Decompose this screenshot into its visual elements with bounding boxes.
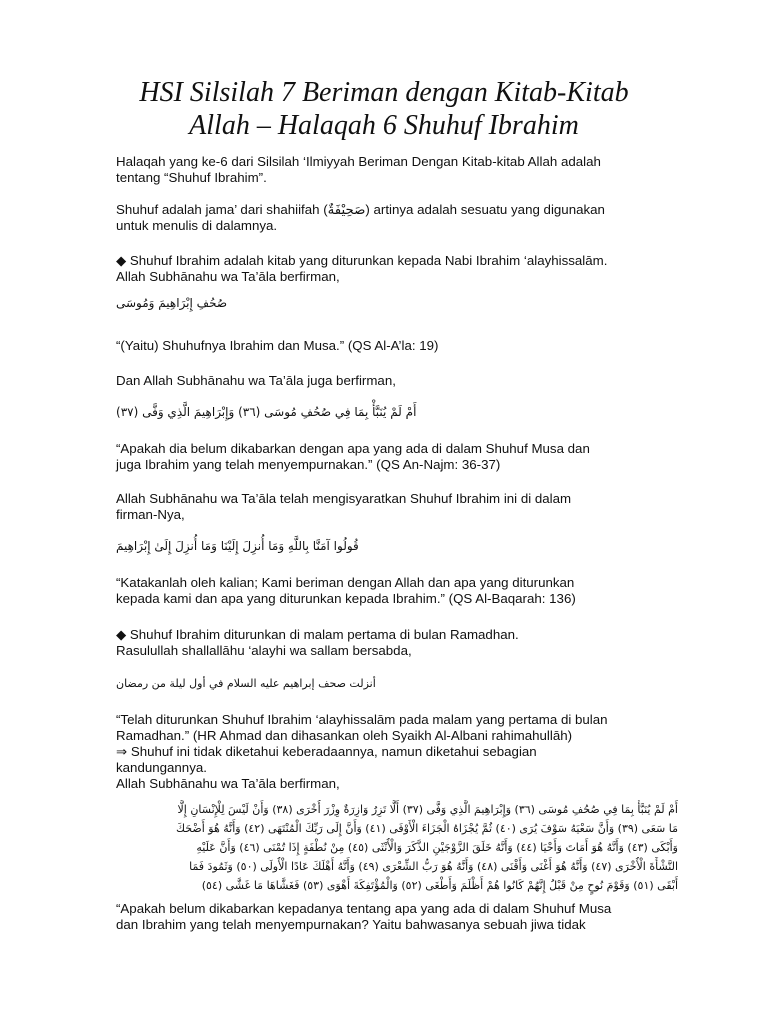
text-line: Allah Subhānahu wa Ta’āla berfirman, <box>116 269 340 284</box>
bullet-paragraph-1 <box>116 253 676 285</box>
arabic-verse-1: صُحُفِ إِبْرَاهِيمَ وَمُوسَى <box>116 296 228 310</box>
text-line: firman-Nya, <box>116 507 185 522</box>
intro-paragraph-3 <box>116 491 676 523</box>
arabic-verse-3: قُولُوا آمَنَّا بِاللَّهِ وَمَا أُنزِلَ إِلَيْنَا وَمَا أُنزِلَ إِلَىٰ إِبْرَاهِيمَ <box>116 539 359 553</box>
text-line: Rasulullah shallallāhu ‘alayhi wa sallam bersabda, <box>116 643 412 658</box>
text-line: ◆ Shuhuf Ibrahim diturunkan di malam pertama di bulan Ramadhan. <box>116 627 519 642</box>
bullet-paragraph-2 <box>116 627 676 659</box>
text-line: Halaqah yang ke-6 dari Silsilah ‘Ilmiyyah Beriman Dengan Kitab-kitab Allah adalah <box>116 154 601 169</box>
text-line: kepada kami dan apa yang diturunkan kepada Ibrahim.” (QS Al-Baqarah: 136) <box>116 591 576 606</box>
hadith-translation <box>116 712 676 792</box>
title-line-1: HSI Silsilah 7 Beriman dengan Kitab-Kitab <box>139 77 629 108</box>
text-line: “Apakah belum dikabarkan kepadanya tentang apa yang ada di dalam Shuhuf Musa <box>116 901 612 916</box>
translation-paragraph-2 <box>116 441 676 473</box>
document-title <box>60 76 708 142</box>
intro-line-2 <box>116 373 676 389</box>
text-line: tentang “Shuhuf Ibrahim”. <box>116 170 267 185</box>
arabic-line: النَّشْأَةَ الْأُخْرَى (٤٧) وَأَنَّهُ هُوَ أَغْنَى وَأَقْنَى (٤٨) وَأَنَّهُ هُوَ رَبُّ الشِّعْرَى (٤٩) وَأَنَّهُ أَهْلَكَ عَادًا الْأُولَى (٥٠) وَثَمُودَ فَمَا <box>189 860 678 873</box>
text-line: “(Yaitu) Shuhufnya Ibrahim dan Musa.” (QS Al-A’la: 19) <box>116 338 439 353</box>
text-line: Allah Subhānahu wa Ta’āla berfirman, <box>116 776 340 791</box>
text-line: “Katakanlah oleh kalian; Kami beriman dengan Allah dan apa yang diturunkan <box>116 575 575 590</box>
definition-paragraph <box>116 202 676 234</box>
text-line: “Telah diturunkan Shuhuf Ibrahim ‘alayhissalām pada malam yang pertama di bulan <box>116 712 608 727</box>
title-line-2: Allah – Halaqah 6 Shuhuf Ibrahim <box>189 110 579 141</box>
text-line: dan Ibrahim yang telah menyempurnakan? Yaitu bahwasanya sebuah jiwa tidak <box>116 917 586 932</box>
arabic-line: أَمْ لَمْ يُنَبَّأْ بِمَا فِي صُحُفِ مُوسَى (٣٦) وَإِبْرَاهِيمَ الَّذِي وَفَّى (٣٧) أَلَّا تَزِرُ وَازِرَةٌ وِزْرَ أُخْرَى (٣٨) وَأَنْ لَيْسَ لِلْإِنْسَانِ إِلَّا <box>177 803 678 816</box>
translation-paragraph-4 <box>116 901 676 933</box>
text-line: “Apakah dia belum dikabarkan dengan apa yang ada di dalam Shuhuf Musa dan <box>116 441 590 456</box>
text-line: Dan Allah Subhānahu wa Ta’āla juga berfirman, <box>116 373 396 388</box>
arabic-line: وَأَبْكَى (٤٣) وَأَنَّهُ هُوَ أَمَاتَ وَأَحْيَا (٤٤) وَأَنَّهُ خَلَقَ الزَّوْجَيْنِ الذَّكَرَ وَالْأُنْثَى (٤٥) مِنْ نُطْفَةٍ إِذَا تُمْنَى (٤٦) وَأَنَّ عَلَيْهِ <box>196 841 678 854</box>
arabic-hadith: أنزلت صحف إبراهيم عليه السلام في أول ليلة من رمضان <box>116 677 376 690</box>
translation-paragraph-1 <box>116 338 676 354</box>
text-line: juga Ibrahim yang telah menyempurnakan.” (QS An-Najm: 36-37) <box>116 457 501 472</box>
text-line: Allah Subhānahu wa Ta’āla telah mengisyaratkan Shuhuf Ibrahim ini di dalam <box>116 491 572 506</box>
arabic-verse-block <box>112 800 678 895</box>
arabic-line: مَا سَعَى (٣٩) وَأَنَّ سَعْيَهُ سَوْفَ يُرَى (٤٠) ثُمَّ يُجْزَاهُ الْجَزَاءَ الْأَوْفَى (٤١) وَأَنَّ إِلَى رَبِّكَ الْمُنْتَهَى (٤٢) وَأَنَّهُ هُوَ أَضْحَكَ <box>176 822 678 835</box>
arabic-verse-2: أَمْ لَمْ يُنَبَّأْ بِمَا فِي صُحُفِ مُوسَى (٣٦) وَإِبْرَاهِيمَ الَّذِي وَفَّى (٣٧) <box>116 405 417 419</box>
translation-paragraph-3 <box>116 575 676 607</box>
text-line: untuk menulis di dalamnya. <box>116 218 278 233</box>
text-line: ⇒ Shuhuf ini tidak diketahui keberadaannya, namun diketahui sebagian <box>116 744 537 759</box>
arabic-line: أَبْقَى (٥١) وَقَوْمَ نُوحٍ مِنْ قَبْلُ إِنَّهُمْ كَانُوا هُمْ أَظْلَمَ وَأَطْغَى (٥٢) وَالْمُؤْتَفِكَةَ أَهْوَى (٥٣) فَغَشَّاهَا مَا غَشَّى (٥٤) <box>201 879 678 892</box>
text-line: Ramadhan.” (HR Ahmad dan dihasankan oleh Syaikh Al-Albani rahimahullāh) <box>116 728 573 743</box>
text-line: Shuhuf adalah jama’ dari shahiifah (صَحِيْفَةٌ) artinya adalah sesuatu yang digunakan <box>116 202 605 217</box>
text-line: kandungannya. <box>116 760 207 775</box>
text-line: ◆ Shuhuf Ibrahim adalah kitab yang diturunkan kepada Nabi Ibrahim ‘alayhissalām. <box>116 253 608 268</box>
intro-paragraph <box>116 154 676 186</box>
